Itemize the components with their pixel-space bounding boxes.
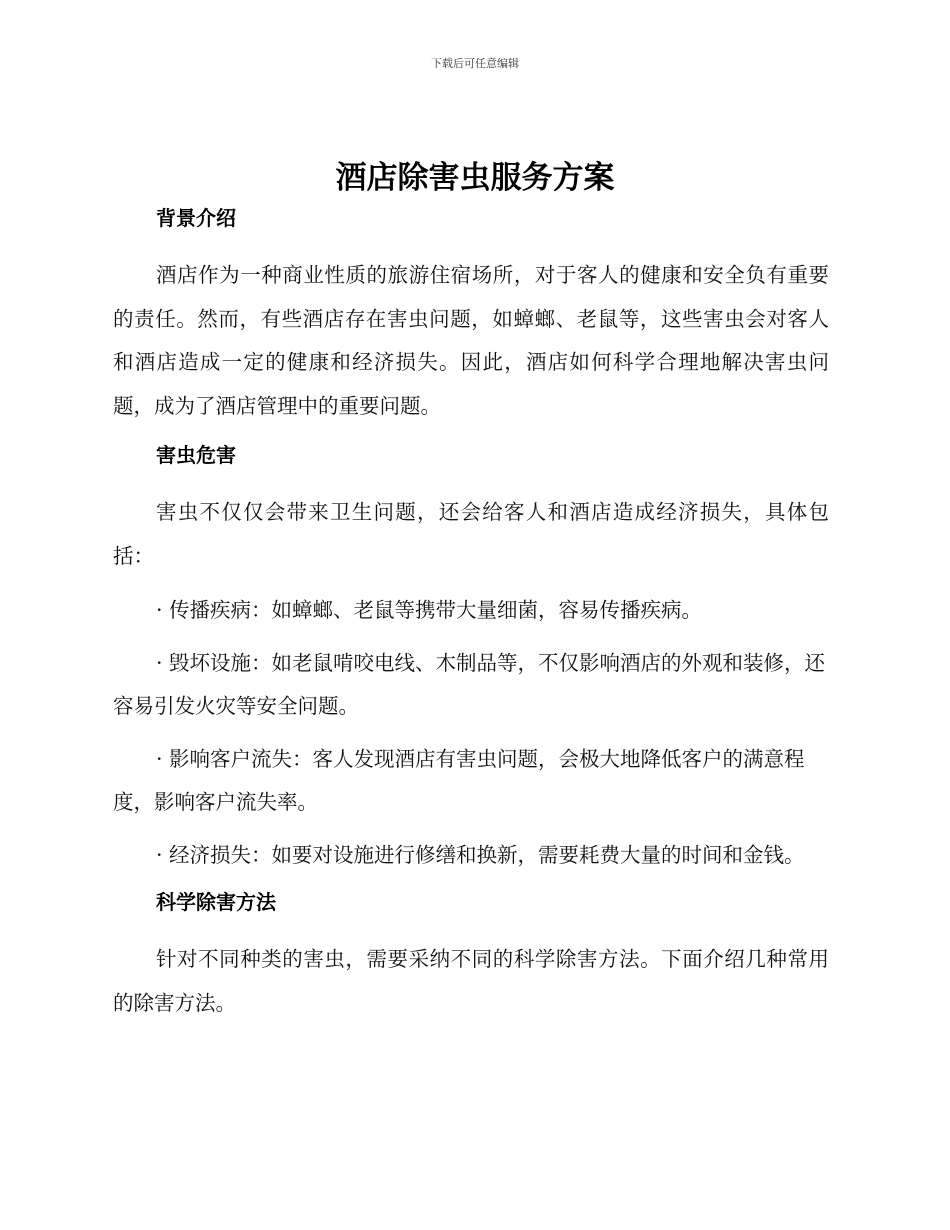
section-background (113, 202, 829, 428)
page-header-note: 下载后可任意编辑 (431, 57, 519, 70)
bullet-item: · 经济损失：如要对设施进行修缮和换新，需要耗费大量的时间和金钱。 (156, 842, 805, 867)
paragraph: 害虫不仅仅会带来卫生问题，还会给客人和酒店造成经济损失，具体包括： (113, 500, 829, 568)
bullet-item: · 毁坏设施：如老鼠啃咬电线、木制品等，不仅影响酒店的外观和装修，还容易引发火灾等安全问题。 (113, 650, 826, 718)
section-scientific-methods (113, 886, 829, 1025)
document-body (113, 202, 829, 1036)
section-heading: 害虫危害 (156, 443, 236, 467)
bullet-item: · 传播疾病：如蟑螂、老鼠等携带大量细菌，容易传播疾病。 (156, 598, 703, 622)
section-pest-hazards (113, 439, 829, 877)
section-heading: 科学除害方法 (156, 890, 276, 914)
document-title: 酒店除害虫服务方案 (335, 160, 615, 196)
paragraph: 针对不同种类的害虫，需要采纳不同的科学除害方法。下面介绍几种常用的除害方法。 (113, 947, 829, 1015)
bullet-item: · 影响客户流失：客人发现酒店有害虫问题，会极大地降低客户的满意程度，影响客户流失率。 (113, 746, 805, 814)
section-heading: 背景介绍 (156, 206, 236, 230)
paragraph: 酒店作为一种商业性质的旅游住宿场所，对于客人的健康和安全负有重要的责任。然而，有些酒店存在害虫问题，如蟑螂、老鼠等，这些害虫会对客人和酒店造成一定的健康和经济损失。因此，酒店如何科学合理地解决害虫问题，成为了酒店管理中的重要问题。 (113, 263, 829, 418)
